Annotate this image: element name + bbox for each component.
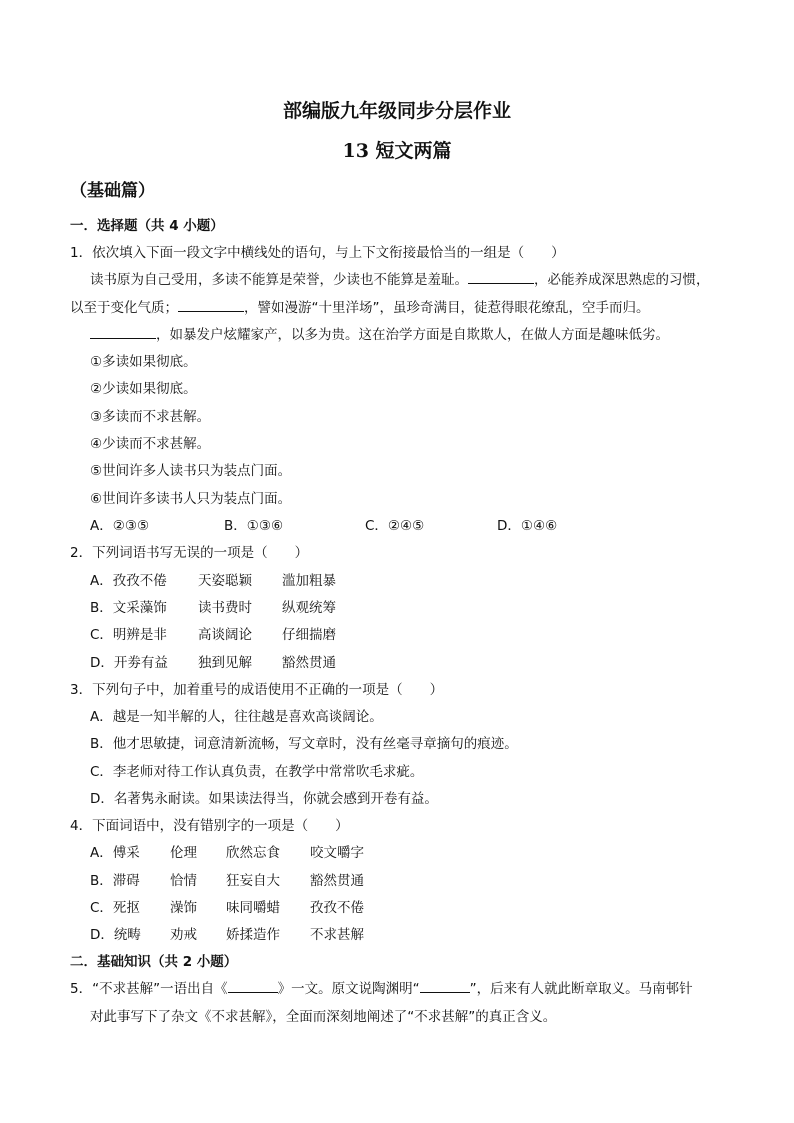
question-1-passage-line-1: 读书原为自己受用，多读不能算是荣誉，少读也不能算是羞耻。 ，必能养成深思熟虑的习惯， (90, 272, 710, 288)
answer-blank (178, 298, 244, 312)
question-3-option-c: C．李老师对待工作认真负责，在教学中常常吹毛求疵。 (90, 764, 424, 780)
question-5-line-2: 对此事写下了杂文《不求甚解》，全面而深刻地阐述了“不求甚解”的真正含义。 (90, 1009, 557, 1025)
answer-blank (468, 270, 534, 284)
question-3-stem: 3．下列句子中，加着重号的成语使用不正确的一项是（ ） (70, 682, 444, 698)
lesson-title: 13 短文两篇 (342, 140, 452, 162)
question-1-item: ④少读而不求甚解。 (90, 436, 211, 452)
question-1-item: ②少读如果彻底。 (90, 381, 197, 397)
question-5-line-1: 5．“不求甚解”一语出自《 》一文。原文说陶渊明“ ”，后来有人就此断章取义。马南邨针 (70, 981, 693, 997)
level-label: （基础篇） (70, 181, 155, 201)
question-3-option-b: B．他才思敏捷，词意清新流畅，写文章时，没有丝毫寻章摘句的痕迹。 (90, 736, 518, 752)
question-2-stem: 2．下列词语书写无误的一项是（ ） (70, 545, 309, 561)
worksheet-page: 部编版九年级同步分层作业 13 短文两篇 （基础篇） 一．选择题（共 4 小题） 1．依次填入下面一段文字中横线处的语句，与上下文衔接最恰当的一组是（ ） 读书原为自己受用，多读不能算是荣誉，少读也不能算是羞耻。 ，必能养成深思熟虑的习惯， 以至于变化气质； ，譬如漫游“十里洋场”，虽珍奇满目，徒惹得眼花缭乱，空手而归。 ，如暴发户炫耀家产，以多为贵。这在治学方面是自欺欺人，在做人方面是趣味低劣。 ①多读如果彻底。 ②少读如果彻底。 ③多读而不求甚解。 ④少读而不求甚解。 ⑤世间许多人读书只为装点门面。 ⑥世间许多读书人只为装点门面。 A．②③⑤ B．①③⑥ C．②④⑤ D．①④⑥ 2．下列词语书写无误的一项是（ ） A．孜孜不倦 天姿聪颖 滥加粗暴 B．文采藻饰 读书费时 纵观统筹 C．明辨是非 高谈阔论 仔细揣磨 D．开劵有益 独到见解 豁然贯通 3．下列句子中，加着重号的成语使用不正确的一项是（ ） A．越是一知半解的人，往往越是喜欢高谈阔论。 B．他才思敏捷，词意清新流畅，写文章时，没有丝毫寻章摘句的痕迹。 C．李老师对待工作认真负责，在教学中常常吹毛求疵。 D．名著隽永耐读。如果读法得当，你就会感到开卷有益。 4．下面词语中，没有错别字的一项是（ ） A．傅采 伦理 欣然忘食 咬文嚼字 B．滞碍 恰情 狂妄自大 豁然贯通 C．死抠 澡饰 味同嚼蜡 孜孜不倦 D．统畴 劝戒 娇揉造作 不求甚解 二．基础知识（共 2 小题） 5．“不求甚解”一语出自《 》一文。原文说陶渊明“ ”，后来有人就此断章取义。马南邨针 对此事写下了杂文《不求甚解》，全面而深刻地阐述了“不求甚解”的真正含义。 (0, 0, 794, 1123)
question-1-item: ⑤世间许多人读书只为装点门面。 (90, 463, 292, 479)
question-1-option-c: C．②④⑤ (365, 518, 425, 534)
answer-blank (420, 979, 470, 993)
section-heading-choice: 一．选择题（共 4 小题） (70, 218, 224, 234)
question-1-item: ①多读如果彻底。 (90, 354, 197, 370)
question-1-passage-line-3: ，如暴发户炫耀家产，以多为贵。这在治学方面是自欺欺人，在做人方面是趣味低劣。 (90, 323, 669, 343)
question-1-option-d: D．①④⑥ (497, 518, 558, 534)
question-4-stem: 4．下面词语中，没有错别字的一项是（ ） (70, 818, 349, 834)
question-1-option-a: A．②③⑤ (90, 518, 150, 534)
question-1-item: ⑥世间许多读书人只为装点门面。 (90, 491, 292, 507)
question-1-passage-line-2: 以至于变化气质； ，譬如漫游“十里洋场”，虽珍奇满目，徒惹得眼花缭乱，空手而归。 (70, 300, 650, 316)
answer-blank (228, 979, 278, 993)
document-title: 部编版九年级同步分层作业 (282, 100, 511, 122)
question-1-item: ③多读而不求甚解。 (90, 409, 211, 425)
section-heading-basics: 二．基础知识（共 2 小题） (70, 954, 238, 970)
answer-blank (90, 325, 156, 339)
question-3-option-a: A．越是一知半解的人，往往越是喜欢高谈阔论。 (90, 709, 383, 725)
question-3-option-d: D．名著隽永耐读。如果读法得当，你就会感到开卷有益。 (90, 791, 438, 807)
question-1-stem: 1．依次填入下面一段文字中横线处的语句，与上下文衔接最恰当的一组是（ ） (70, 245, 565, 261)
question-1-option-b: B．①③⑥ (224, 518, 284, 534)
